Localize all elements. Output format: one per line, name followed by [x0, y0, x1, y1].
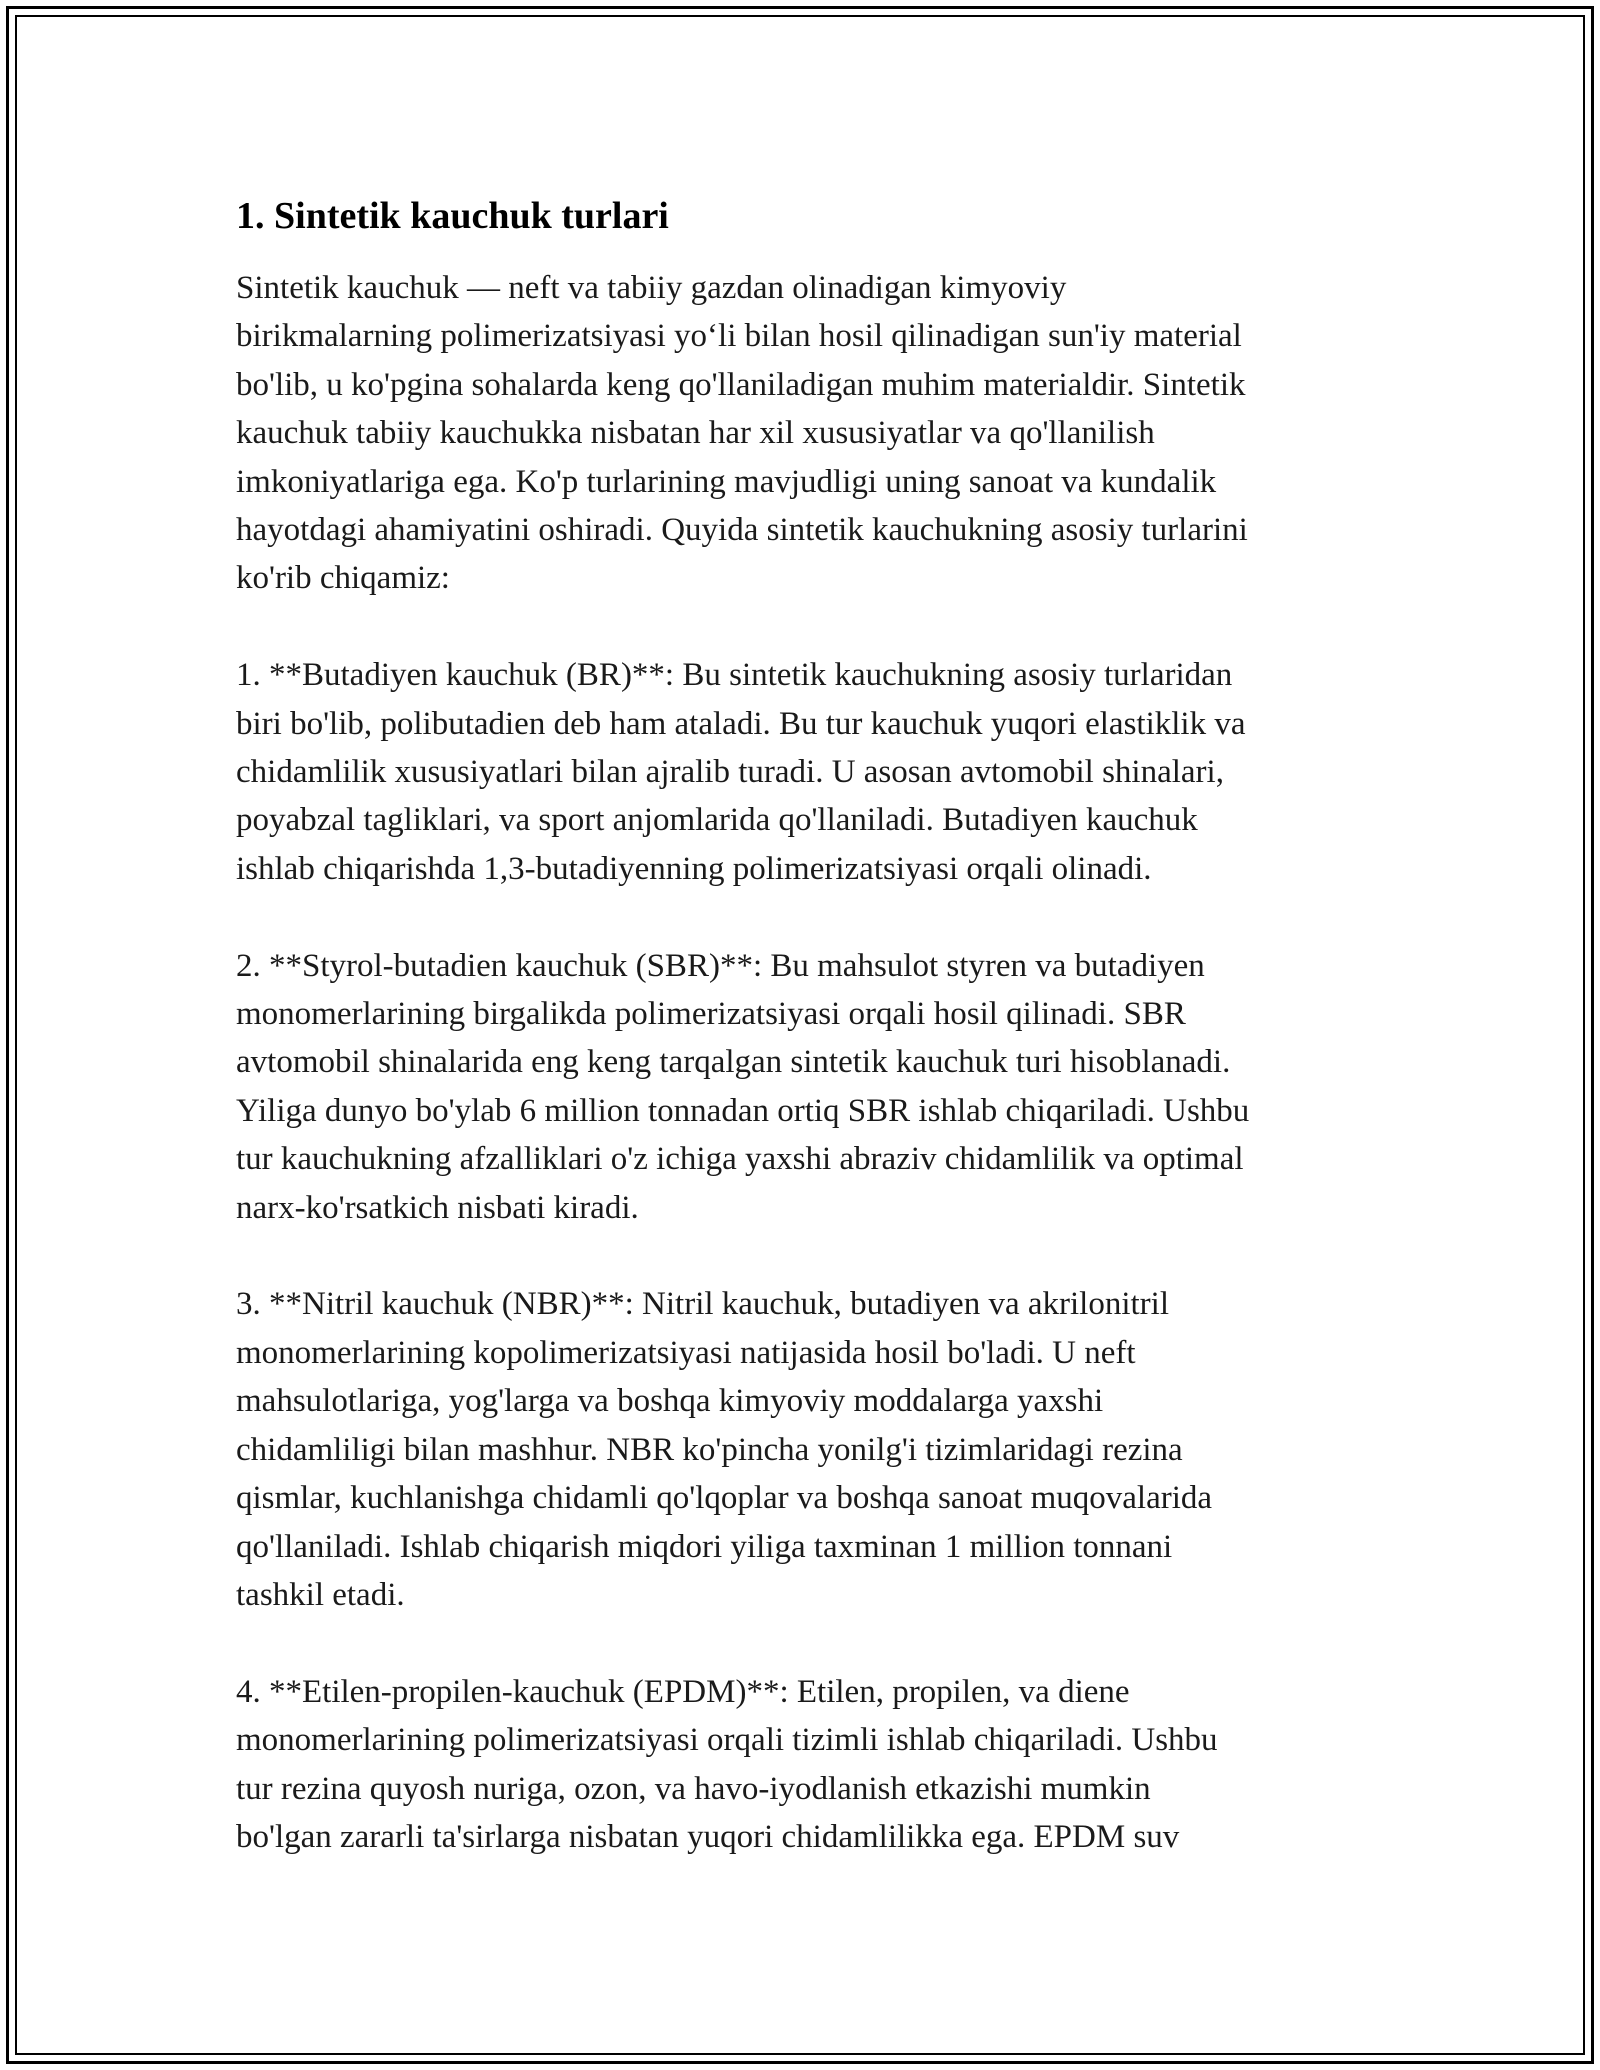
- paragraph-nbr: 3. **Nitril kauchuk (NBR)**: Nitril kauchuk, butadiyen va akrilonitril monomerlarining kopolimerizatsiyasi natijasida hosil bo'ladi. U neft mahsulotlariga, yog'larga va boshqa kimyoviy moddalarga yaxshi chidamliligi bilan mashhur. NBR ko'pincha yonilg'i tizimlaridagi rezina qismlar, kuchlanishga chidamli qo'lqoplar va boshqa sanoat muqovalarida qo'llaniladi. Ishlab chiqarish miqdori yiliga taxminan 1 million tonnani tashkil etadi.: [236, 1286, 1213, 1613]
- section-heading: 1. Sintetik kauchuk turlari: [236, 195, 669, 237]
- paragraph-sbr: 2. **Styrol-butadien kauchuk (SBR)**: Bu mahsulot styren va butadiyen monomerlarining birgalikda polimerizatsiyasi orqali hosil qilinadi. SBR avtomobil shinalarida eng keng tarqalgan sintetik kauchuk turi hisoblanadi. Yiliga dunyo bo'ylab 6 million tonnadan ortiq SBR ishlab chiqariladi. Ushbu tur kauchukning afzalliklari o'z ichiga yaxshi abraziv chidamlilik va optimal narx-ko'rsatkich nisbati kiradi.: [236, 947, 1250, 1226]
- paragraph-butadiyen: 1. **Butadiyen kauchuk (BR)**: Bu sintetik kauchukning asosiy turlaridan biri bo'lib, polibutadien deb ham ataladi. Bu tur kauchuk yuqori elastiklik va chidamlilik xususiyatlari bilan ajralib turadi. U asosan avtomobil shinalari, poyabzal tagliklari, va sport anjomlarida qo'llaniladi. Butadiyen kauchuk ishlab chiqarishda 1,3-butadiyenning polimerizatsiyasi orqali olinadi.: [236, 657, 1246, 887]
- paragraph-epdm: 4. **Etilen-propilen-kauchuk (EPDM)**: Etilen, propilen, va diene monomerlarining polimerizatsiyasi orqali tizimli ishlab chiqariladi. Ushbu tur rezina quyosh nuriga, ozon, va havo-iyodlanish etkazishi mumkin bo'lgan zararli ta'sirlarga nisbatan yuqori chidamlilikka ega. EPDM suv: [236, 1673, 1218, 1855]
- document-body: [236, 180, 1376, 1910]
- intro-paragraph: Sintetik kauchuk — neft va tabiiy gazdan olinadigan kimyoviy birikmalarning polimerizatsiyasi yo‘li bilan hosil qilinadigan sun'iy material bo'lib, u ko'pgina sohalarda keng qo'llaniladigan muhim materialdir. Sintetik kauchuk tabiiy kauchukka nisbatan har xil xususiyatlar va qo'llanilish imkoniyatlariga ega. Ko'p turlarining mavjudligi uning sanoat va kundalik hayotdagi ahamiyatini oshiradi. Quyida sintetik kauchukning asosiy turlarini ko'rib chiqamiz:: [236, 270, 1248, 597]
